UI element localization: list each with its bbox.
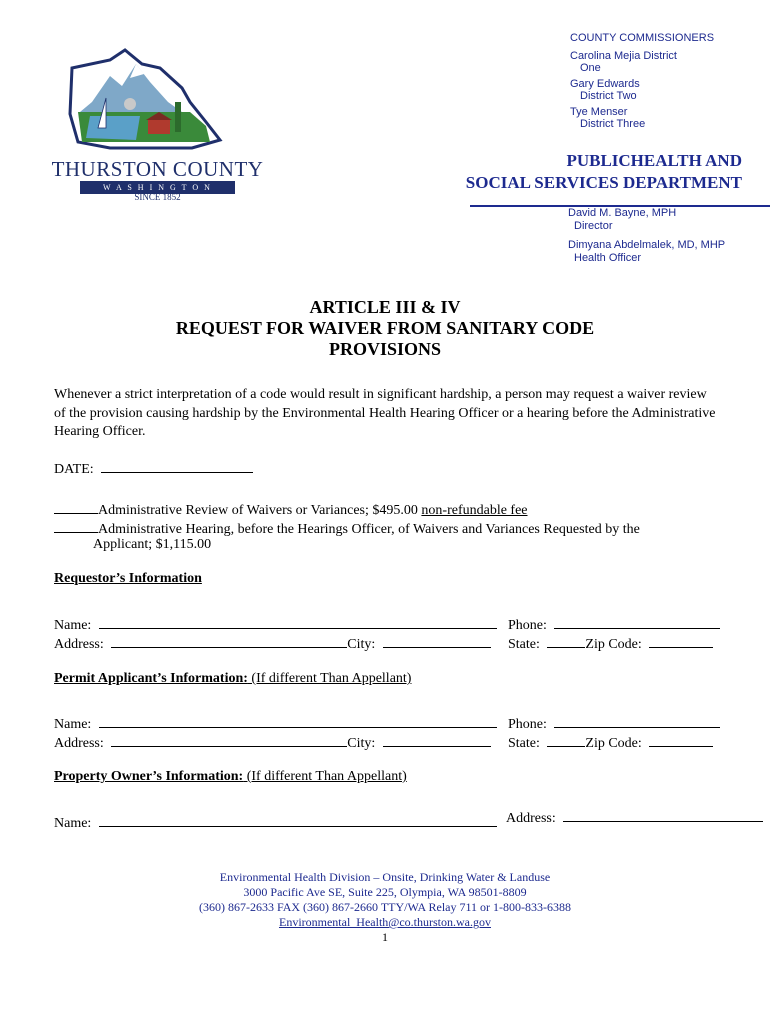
logo-since: SINCE 1852 <box>134 192 181 202</box>
permit-phone-row <box>508 713 720 733</box>
state-label: State: <box>508 736 540 751</box>
date-field[interactable] <box>101 458 253 473</box>
county-logo <box>50 42 265 207</box>
title-line-1: ARTICLE III & IV <box>309 297 461 317</box>
requestor-state-field[interactable] <box>547 633 585 648</box>
commissioner-entry <box>570 106 714 130</box>
footer-address: 3000 Pacific Ave SE, Suite 225, Olympia, WA 98501-8809 <box>243 885 527 899</box>
permit-zip-field[interactable] <box>649 732 713 747</box>
option-hearing <box>54 518 640 538</box>
permit-section-label: Permit Applicant’s Information: <box>54 671 248 686</box>
hearing-option-text: Administrative Hearing, before the Hearings Officer, of Waivers and Variances Requested by the <box>98 522 640 537</box>
date-label: DATE: <box>54 462 94 477</box>
zip-label: Zip Code: <box>585 637 642 652</box>
officer-name: David M. Bayne, MPH <box>568 207 677 219</box>
requestor-address-row <box>54 633 491 653</box>
officer-title: Director <box>574 220 613 232</box>
owner-section-label: Property Owner’s Information: <box>54 769 244 784</box>
review-fee-note: non-refundable fee <box>421 503 528 518</box>
permit-state-field[interactable] <box>547 732 585 747</box>
city-label: City: <box>347 736 376 751</box>
department-name <box>466 150 742 194</box>
owner-section-title <box>54 769 407 785</box>
commissioner-name: Gary Edwards <box>570 78 640 90</box>
permit-name-row <box>54 713 497 733</box>
logo-county-name: THURSTON COUNTY <box>51 157 264 181</box>
officer-name: Dimyana Abdelmalek, MD, MHP <box>568 239 726 251</box>
commissioner-entry <box>570 78 714 102</box>
commissioner-name: Tye Menser <box>570 106 628 118</box>
requestor-address-field[interactable] <box>111 633 347 648</box>
owner-name-row <box>54 812 497 832</box>
requestor-name-field[interactable] <box>99 614 497 629</box>
name-label: Name: <box>54 816 92 831</box>
address-label: Address: <box>54 736 104 751</box>
title-line-3: PROVISIONS <box>328 339 442 359</box>
state-label: State: <box>508 637 540 652</box>
commissioner-entry <box>570 50 714 74</box>
permit-city-field[interactable] <box>383 732 491 747</box>
footer-email-link[interactable]: Environmental_Health@co.thurston.wa.gov <box>278 915 491 929</box>
permit-name-field[interactable] <box>99 713 497 728</box>
permit-address-row <box>54 732 491 752</box>
requestor-name-row <box>54 614 497 634</box>
review-option-text: Administrative Review of Waivers or Variances; $495.00 <box>98 503 422 518</box>
permit-section-note: (If different Than Appellant) <box>247 671 412 686</box>
commissioner-district: District Two <box>580 90 637 102</box>
address-label: Address: <box>506 811 556 826</box>
permit-address-field[interactable] <box>111 732 347 747</box>
owner-address-row <box>506 807 763 827</box>
option-review <box>54 499 528 519</box>
requestor-state-row <box>508 633 713 653</box>
logo-state-name: W A S H I N G T O N <box>103 183 212 192</box>
footer-division: Environmental Health Division – Onsite, Drinking Water & Landuse <box>219 870 551 884</box>
footer-phone: (360) 867-2633 FAX (360) 867-2660 TTY/WA Relay 711 or 1-800-833-6388 <box>198 900 572 914</box>
address-label: Address: <box>54 637 104 652</box>
document-title <box>0 297 770 360</box>
requestor-section-title: Requestor’s Information <box>54 571 202 586</box>
department-line-2: SOCIAL SERVICES DEPARTMENT <box>465 173 742 192</box>
phone-label: Phone: <box>508 717 547 732</box>
owner-section-note: (If different Than Appellant) <box>243 769 407 784</box>
page-footer <box>0 870 770 945</box>
owner-name-field[interactable] <box>99 812 497 827</box>
permit-state-row <box>508 732 713 752</box>
page-number: 1 <box>382 930 388 944</box>
commissioner-name: Carolina Mejia District <box>570 50 677 62</box>
commissioner-district: District Three <box>580 118 646 130</box>
date-row <box>54 458 253 478</box>
review-checkbox-line[interactable] <box>54 499 98 514</box>
hearing-option-continued: Applicant; $1,115.00 <box>93 537 212 552</box>
officer-entry <box>568 239 725 265</box>
requestor-zip-field[interactable] <box>649 633 713 648</box>
officers-block <box>568 207 725 271</box>
city-label: City: <box>347 637 376 652</box>
title-line-2: REQUEST FOR WAIVER FROM SANITARY CODE <box>175 318 595 338</box>
requestor-phone-row <box>508 614 720 634</box>
name-label: Name: <box>54 618 92 633</box>
department-line-1: PUBLICHEALTH AND <box>566 151 742 170</box>
commissioners-block <box>570 32 714 134</box>
phone-label: Phone: <box>508 618 547 633</box>
requestor-phone-field[interactable] <box>554 614 720 629</box>
permit-phone-field[interactable] <box>554 713 720 728</box>
zip-label: Zip Code: <box>585 736 642 751</box>
owner-address-field[interactable] <box>563 807 763 822</box>
name-label: Name: <box>54 717 92 732</box>
commissioners-heading: COUNTY COMMISSIONERS <box>570 32 715 44</box>
officer-title: Health Officer <box>574 252 642 264</box>
county-map-emblem <box>50 42 265 160</box>
permit-section-title <box>54 671 411 687</box>
officer-entry <box>568 207 725 233</box>
commissioner-district: One <box>580 62 601 74</box>
intro-paragraph: Whenever a strict interpretation of a code would result in significant hardship, a person may request a waiver review of the provision causing hardship by the Environmental Health Hearing Officer or a hearing before the Administrative Hearing Officer. <box>54 387 716 439</box>
hearing-checkbox-line[interactable] <box>54 518 98 533</box>
requestor-city-field[interactable] <box>383 633 491 648</box>
